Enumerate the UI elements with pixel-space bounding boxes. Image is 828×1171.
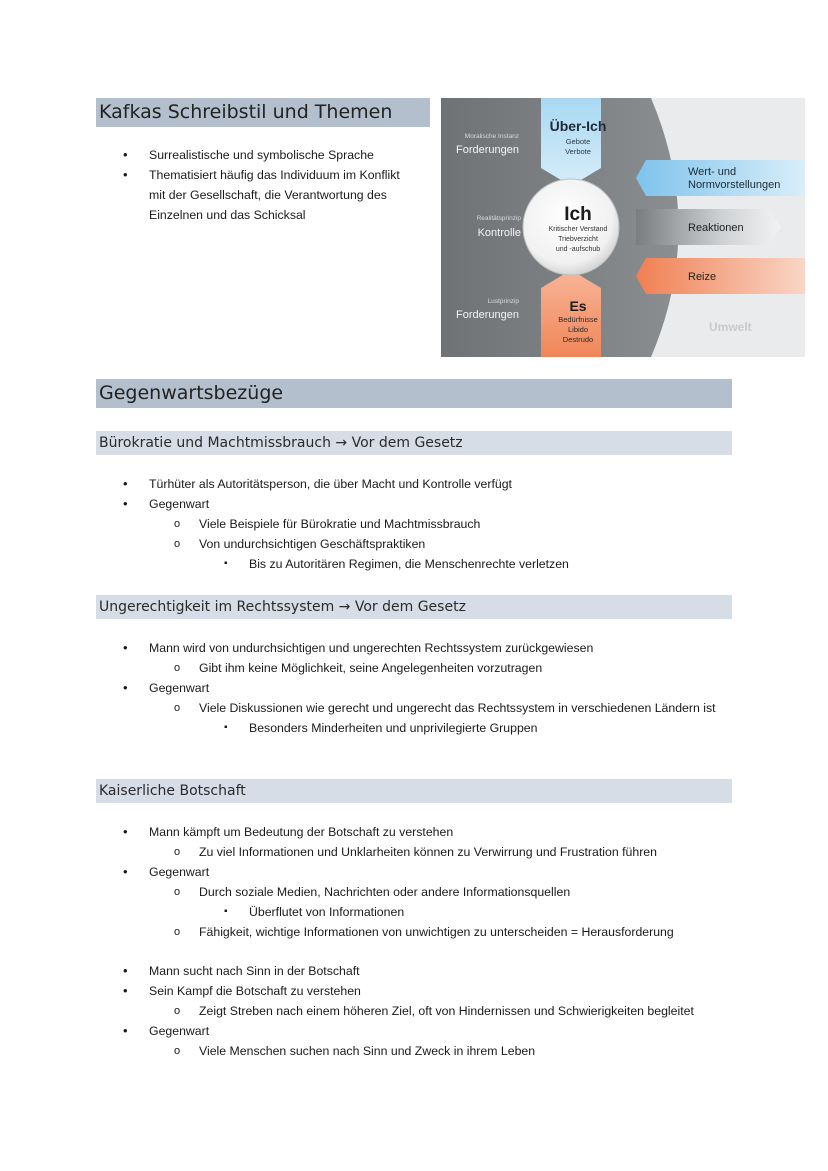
psyche-diagram — [441, 98, 805, 357]
left1-big: Forderungen — [456, 144, 519, 156]
right1-line2: Normvorstellungen — [688, 179, 781, 191]
right1-line1: Wert- und — [688, 166, 737, 178]
ich-line2: Triebverzicht — [558, 236, 598, 243]
schreibstil-list — [0, 145, 419, 225]
list-item: ▪ Bis zu Autoritären Regimen, die Menschenrechte verletzen — [0, 554, 569, 574]
left2-small: Realitätsprinzip — [476, 215, 521, 222]
arrow-reize — [636, 258, 805, 294]
list-item: o Fähigkeit, wichtige Informationen von unwichtigen zu unterscheiden = Herausforderung — [0, 922, 674, 942]
ueber-ich-line1: Gebote — [565, 137, 591, 146]
list-item: o Gibt ihm keine Möglichkeit, seine Angelegenheiten vorzutragen — [0, 658, 716, 678]
botschaft-list — [0, 822, 674, 942]
buerokratie-list — [0, 474, 569, 574]
list-item: • Sein Kampf die Botschaft zu verstehen — [0, 981, 694, 1001]
left2-big: Kontrolle — [477, 227, 521, 239]
ich-line1: Kritischer Verstand — [548, 226, 608, 233]
list-item: o Zeigt Streben nach einem höheren Ziel, oft von Hindernissen und Schwierigkeiten begleitet — [0, 1001, 694, 1021]
ungerechtigkeit-list — [0, 638, 716, 738]
list-item: o Durch soziale Medien, Nachrichten oder andere Informationsquellen — [0, 882, 674, 902]
subsection-title-ungerechtigkeit: Ungerechtigkeit im Rechtssystem → Vor dem Gesetz — [96, 595, 732, 619]
ueber-ich-line2: Verbote — [565, 147, 591, 156]
list-item: o Viele Beispiele für Bürokratie und Machtmissbrauch — [0, 514, 569, 534]
list-item: • Mann sucht nach Sinn in der Botschaft — [0, 961, 694, 981]
es-title: Es — [569, 298, 587, 314]
section-title-gegenwartsbezuege: Gegenwartsbezüge — [96, 379, 732, 408]
list-item: • Thematisiert häufig das Individuum im Konflikt mit der Gesellschaft, die Verantwortung des Einzelnen und das Schicksal — [0, 165, 419, 225]
subsection-title-buerokratie: Bürokratie und Machtmissbrauch → Vor dem Gesetz — [96, 431, 732, 455]
ich-title: Ich — [564, 204, 592, 225]
ich-line3: und -aufschub — [555, 246, 601, 253]
section-title-schreibstil: Kafkas Schreibstil und Themen — [96, 98, 430, 127]
es-line3: Destrudo — [562, 335, 594, 344]
left3-small: Lustprinzip — [487, 298, 519, 305]
list-item: • Mann kämpft um Bedeutung der Botschaft zu verstehen — [0, 822, 674, 842]
list-item: • Gegenwart — [0, 862, 674, 882]
list-item: ▪ Überflutet von Informationen — [0, 902, 674, 922]
list-item: • Gegenwart — [0, 678, 716, 698]
botschaft-list-2 — [0, 961, 694, 1061]
left3-big: Forderungen — [456, 309, 519, 321]
subsection-title-kaiserliche-botschaft: Kaiserliche Botschaft — [96, 779, 732, 803]
es-line1: Bedürfnisse — [558, 315, 598, 324]
right2-label: Reaktionen — [688, 222, 744, 234]
left1-small: Moralische Instanz — [464, 133, 519, 140]
list-item: • Gegenwart — [0, 1021, 694, 1041]
list-item: • Türhüter als Autoritätsperson, die über Macht und Kontrolle verfügt — [0, 474, 569, 494]
list-item: • Surrealistische und symbolische Sprache — [0, 145, 419, 165]
right3-label: Reize — [688, 271, 717, 283]
list-item: ▪ Besonders Minderheiten und unprivilegierte Gruppen — [0, 718, 716, 738]
umwelt-label: Umwelt — [709, 320, 752, 334]
list-item: • Gegenwart — [0, 494, 569, 514]
es-line2: Libido — [567, 325, 589, 334]
list-item: • Mann wird von undurchsichtigen und ungerechten Rechtssystem zurückgewiesen — [0, 638, 716, 658]
list-item: o Viele Menschen suchen nach Sinn und Zweck in ihrem Leben — [0, 1041, 694, 1061]
ueber-ich-title: Über-Ich — [549, 118, 607, 134]
list-item: o Zu viel Informationen und Unklarheiten können zu Verwirrung und Frustration führen — [0, 842, 674, 862]
list-item: o Viele Diskussionen wie gerecht und ungerecht das Rechtssystem in verschiedenen Ländern ist — [0, 698, 716, 718]
list-item: o Von undurchsichtigen Geschäftspraktiken — [0, 534, 569, 554]
